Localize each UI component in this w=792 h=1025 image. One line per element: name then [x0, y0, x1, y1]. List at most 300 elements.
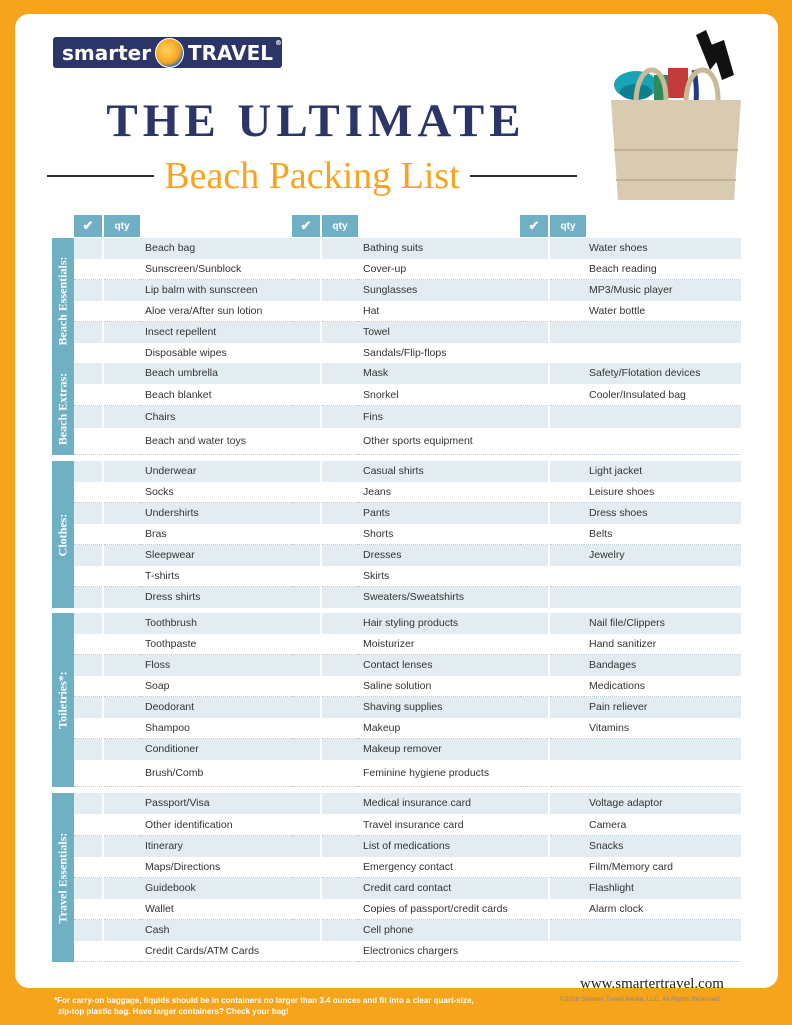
check-box[interactable]	[520, 280, 548, 301]
item-label: Shorts	[358, 524, 534, 545]
check-box[interactable]	[292, 259, 320, 280]
check-box[interactable]	[74, 322, 102, 343]
check-box[interactable]	[520, 814, 548, 836]
qty-box[interactable]	[322, 322, 358, 343]
item-label: Deodorant	[140, 697, 292, 718]
qty-box[interactable]	[104, 718, 140, 739]
item-label: Voltage adaptor	[584, 793, 741, 814]
qty-box[interactable]	[322, 363, 358, 384]
check-box[interactable]	[292, 301, 320, 322]
qty-box[interactable]	[322, 406, 358, 428]
table-row	[52, 739, 752, 760]
check-box[interactable]	[74, 760, 102, 787]
check-box[interactable]	[74, 384, 102, 406]
item-label: Beach reading	[584, 259, 741, 280]
table-row	[52, 301, 752, 322]
qty-box[interactable]	[550, 878, 586, 899]
qty-box[interactable]	[322, 941, 358, 962]
check-box[interactable]	[74, 238, 102, 259]
item-label: Flashlight	[584, 878, 741, 899]
qty-box[interactable]	[104, 301, 140, 322]
qty-box[interactable]	[104, 655, 140, 676]
item-label: Film/Memory card	[584, 857, 741, 878]
qty-box[interactable]	[104, 814, 140, 836]
table-row	[52, 461, 752, 482]
item-label: Copies of passport/credit cards	[358, 899, 534, 920]
item-label: Sweaters/Sweatshirts	[358, 587, 534, 608]
item-label: Nail file/Clippers	[584, 613, 741, 634]
check-box[interactable]	[74, 587, 102, 608]
logo-text-smarter: smarter	[62, 40, 152, 65]
check-box[interactable]	[292, 836, 320, 857]
qty-box[interactable]	[104, 676, 140, 697]
check-box[interactable]	[520, 545, 548, 566]
check-box[interactable]	[520, 524, 548, 545]
qty-box[interactable]	[322, 428, 358, 455]
check-box[interactable]	[520, 587, 548, 608]
check-box[interactable]	[292, 878, 320, 899]
check-box[interactable]	[520, 793, 548, 814]
check-box[interactable]	[74, 524, 102, 545]
qty-box[interactable]	[104, 343, 140, 364]
column-header-3	[520, 215, 586, 237]
qty-box[interactable]	[322, 634, 358, 655]
qty-box[interactable]	[104, 428, 140, 455]
qty-box[interactable]	[550, 899, 586, 920]
check-box[interactable]	[520, 406, 548, 428]
qty-box[interactable]	[104, 760, 140, 787]
check-box[interactable]	[74, 676, 102, 697]
check-box[interactable]	[74, 878, 102, 899]
qty-box[interactable]	[322, 899, 358, 920]
item-label: Cash	[140, 920, 292, 941]
check-box[interactable]	[292, 718, 320, 739]
qty-box[interactable]	[322, 238, 358, 259]
item-label: Insect repellent	[140, 322, 292, 343]
subtitle-bar	[47, 150, 577, 202]
qty-box[interactable]	[104, 461, 140, 482]
qty-box[interactable]	[322, 676, 358, 697]
qty-box[interactable]	[104, 322, 140, 343]
check-box[interactable]	[74, 655, 102, 676]
check-box[interactable]	[74, 343, 102, 364]
carry-on-footnote	[54, 995, 534, 1017]
check-box[interactable]	[292, 920, 320, 941]
table-row	[52, 920, 752, 941]
qty-box[interactable]	[550, 655, 586, 676]
check-box[interactable]	[520, 428, 548, 455]
qty-box[interactable]	[550, 941, 586, 962]
qty-box[interactable]	[322, 301, 358, 322]
check-box[interactable]	[74, 280, 102, 301]
check-box[interactable]	[74, 301, 102, 322]
check-box[interactable]	[520, 878, 548, 899]
item-label: Jeans	[358, 482, 534, 503]
check-box[interactable]	[292, 697, 320, 718]
check-box[interactable]	[74, 941, 102, 962]
item-label: Soap	[140, 676, 292, 697]
check-box[interactable]	[74, 613, 102, 634]
qty-box[interactable]	[550, 461, 586, 482]
table-row	[52, 587, 752, 608]
item-label: Wallet	[140, 899, 292, 920]
check-box[interactable]	[292, 587, 320, 608]
check-box[interactable]	[292, 857, 320, 878]
item-label: Towel	[358, 322, 534, 343]
qty-box[interactable]	[104, 238, 140, 259]
item-label: Medications	[584, 676, 741, 697]
qty-box[interactable]	[322, 878, 358, 899]
qty-box[interactable]	[550, 280, 586, 301]
column-header-2	[292, 215, 358, 237]
qty-box[interactable]	[550, 322, 586, 343]
item-label: Cover-up	[358, 259, 534, 280]
check-box[interactable]	[520, 739, 548, 760]
item-label	[584, 941, 741, 962]
check-box[interactable]	[520, 301, 548, 322]
check-box[interactable]	[520, 718, 548, 739]
item-label: Hat	[358, 301, 534, 322]
check-box[interactable]	[520, 322, 548, 343]
qty-box[interactable]	[322, 524, 358, 545]
check-box[interactable]	[292, 406, 320, 428]
qty-box[interactable]	[550, 760, 586, 787]
qty-label: qty	[322, 215, 358, 237]
check-box[interactable]	[292, 899, 320, 920]
item-label: Safety/Flotation devices	[584, 363, 741, 384]
table-row	[52, 566, 752, 587]
item-label: List of medications	[358, 836, 534, 857]
qty-box[interactable]	[550, 718, 586, 739]
qty-box[interactable]	[104, 739, 140, 760]
table-row	[52, 482, 752, 503]
table-row	[52, 941, 752, 962]
item-label: Socks	[140, 482, 292, 503]
item-label: Conditioner	[140, 739, 292, 760]
check-box[interactable]	[292, 545, 320, 566]
check-box[interactable]	[520, 384, 548, 406]
qty-box[interactable]	[104, 613, 140, 634]
qty-box[interactable]	[550, 697, 586, 718]
qty-box[interactable]	[322, 655, 358, 676]
qty-box[interactable]	[550, 676, 586, 697]
check-box[interactable]	[74, 814, 102, 836]
qty-box[interactable]	[104, 545, 140, 566]
item-label: Sunglasses	[358, 280, 534, 301]
check-box[interactable]	[74, 793, 102, 814]
check-box[interactable]	[292, 428, 320, 455]
qty-box[interactable]	[550, 363, 586, 384]
check-box[interactable]	[74, 836, 102, 857]
item-label: Makeup remover	[358, 739, 534, 760]
check-box[interactable]	[292, 676, 320, 697]
check-box[interactable]	[292, 613, 320, 634]
check-box[interactable]	[292, 566, 320, 587]
table-row	[52, 322, 752, 343]
item-label: Jewelry	[584, 545, 741, 566]
item-label: Maps/Directions	[140, 857, 292, 878]
item-label: Other identification	[140, 814, 292, 836]
table-row	[52, 899, 752, 920]
check-box[interactable]	[520, 941, 548, 962]
check-box[interactable]	[520, 343, 548, 364]
qty-box[interactable]	[550, 343, 586, 364]
qty-box[interactable]	[550, 503, 586, 524]
qty-box[interactable]	[322, 739, 358, 760]
divider-right	[470, 175, 577, 177]
item-label	[584, 566, 741, 587]
table-row	[52, 655, 752, 676]
qty-box[interactable]	[322, 566, 358, 587]
qty-box[interactable]	[550, 814, 586, 836]
item-label: Beach bag	[140, 238, 292, 259]
qty-box[interactable]	[322, 857, 358, 878]
check-box[interactable]	[292, 384, 320, 406]
check-box[interactable]	[520, 920, 548, 941]
item-label: Contact lenses	[358, 655, 534, 676]
qty-box[interactable]	[104, 836, 140, 857]
check-box[interactable]	[74, 739, 102, 760]
qty-box[interactable]	[322, 545, 358, 566]
check-box[interactable]	[520, 634, 548, 655]
check-box[interactable]	[74, 920, 102, 941]
qty-box[interactable]	[322, 697, 358, 718]
section-label: Toiletries*:	[55, 671, 70, 729]
qty-box[interactable]	[550, 857, 586, 878]
qty-box[interactable]	[322, 760, 358, 787]
check-box[interactable]	[74, 566, 102, 587]
section-label: Clothes:	[55, 513, 70, 556]
item-label	[584, 322, 741, 343]
qty-box[interactable]	[550, 428, 586, 455]
item-label: Shampoo	[140, 718, 292, 739]
qty-box[interactable]	[104, 280, 140, 301]
section-label: Beach Extras:	[55, 372, 70, 446]
check-box[interactable]	[520, 482, 548, 503]
check-box[interactable]	[292, 238, 320, 259]
qty-box[interactable]	[550, 482, 586, 503]
item-label: Floss	[140, 655, 292, 676]
item-label: Credit card contact	[358, 878, 534, 899]
check-box[interactable]	[292, 524, 320, 545]
qty-box[interactable]	[550, 613, 586, 634]
qty-box[interactable]	[550, 301, 586, 322]
qty-box[interactable]	[550, 739, 586, 760]
item-label: MP3/Music player	[584, 280, 741, 301]
item-label: Alarm clock	[584, 899, 741, 920]
check-box[interactable]	[292, 814, 320, 836]
qty-box[interactable]	[104, 878, 140, 899]
table-row	[52, 613, 752, 634]
qty-box[interactable]	[550, 259, 586, 280]
qty-box[interactable]	[550, 836, 586, 857]
check-box[interactable]	[74, 406, 102, 428]
section-beach-essentials	[52, 238, 752, 364]
check-box[interactable]	[292, 363, 320, 384]
table-row	[52, 814, 752, 836]
qty-box[interactable]	[322, 280, 358, 301]
qty-label: qty	[104, 215, 140, 237]
item-label	[584, 739, 741, 760]
check-box[interactable]	[520, 461, 548, 482]
check-box[interactable]	[74, 857, 102, 878]
item-label: Bandages	[584, 655, 741, 676]
qty-box[interactable]	[104, 566, 140, 587]
check-box[interactable]	[520, 259, 548, 280]
qty-box[interactable]	[322, 920, 358, 941]
qty-box[interactable]	[322, 384, 358, 406]
check-box[interactable]	[292, 322, 320, 343]
qty-box[interactable]	[104, 634, 140, 655]
qty-box[interactable]	[104, 503, 140, 524]
qty-box[interactable]	[550, 566, 586, 587]
item-label: Beach blanket	[140, 384, 292, 406]
check-box[interactable]	[74, 899, 102, 920]
check-box[interactable]	[520, 503, 548, 524]
check-box[interactable]	[292, 461, 320, 482]
qty-box[interactable]	[104, 384, 140, 406]
check-box[interactable]	[520, 697, 548, 718]
column-header-1	[74, 215, 140, 237]
table-row	[52, 634, 752, 655]
check-box[interactable]	[74, 718, 102, 739]
qty-box[interactable]	[104, 793, 140, 814]
qty-box[interactable]	[550, 920, 586, 941]
check-box[interactable]	[74, 259, 102, 280]
qty-box[interactable]	[104, 920, 140, 941]
check-box[interactable]	[74, 461, 102, 482]
check-box[interactable]	[520, 836, 548, 857]
qty-box[interactable]	[322, 793, 358, 814]
qty-box[interactable]	[322, 836, 358, 857]
qty-box[interactable]	[104, 363, 140, 384]
qty-box[interactable]	[550, 406, 586, 428]
section-label: Travel Essentials:	[55, 832, 70, 923]
table-row	[52, 363, 752, 384]
check-box[interactable]	[292, 941, 320, 962]
item-label: Underwear	[140, 461, 292, 482]
check-box[interactable]	[520, 238, 548, 259]
qty-box[interactable]	[322, 482, 358, 503]
qty-box[interactable]	[322, 814, 358, 836]
check-box[interactable]	[292, 482, 320, 503]
check-box[interactable]	[74, 634, 102, 655]
qty-box[interactable]	[104, 524, 140, 545]
check-box[interactable]	[292, 655, 320, 676]
check-box[interactable]	[520, 613, 548, 634]
item-label: Water bottle	[584, 301, 741, 322]
check-box[interactable]	[292, 760, 320, 787]
qty-box[interactable]	[550, 384, 586, 406]
item-label: Pain reliever	[584, 697, 741, 718]
section-toiletries	[52, 613, 752, 787]
item-label: Pants	[358, 503, 534, 524]
check-box[interactable]	[292, 503, 320, 524]
item-label: T-shirts	[140, 566, 292, 587]
qty-box[interactable]	[550, 238, 586, 259]
item-label: Hair styling products	[358, 613, 534, 634]
item-label: Aloe vera/After sun lotion	[140, 301, 292, 322]
table-row	[52, 503, 752, 524]
item-label: Other sports equipment	[358, 428, 534, 455]
item-label: Lip balm with sunscreen	[140, 280, 292, 301]
qty-box[interactable]	[322, 613, 358, 634]
qty-box[interactable]	[104, 941, 140, 962]
check-box[interactable]	[74, 545, 102, 566]
qty-box[interactable]	[322, 587, 358, 608]
qty-box[interactable]	[104, 259, 140, 280]
qty-box[interactable]	[550, 524, 586, 545]
qty-box[interactable]	[322, 259, 358, 280]
check-box[interactable]	[74, 503, 102, 524]
check-box[interactable]	[520, 899, 548, 920]
qty-box[interactable]	[322, 343, 358, 364]
check-box[interactable]	[520, 566, 548, 587]
check-box[interactable]	[520, 676, 548, 697]
item-label: Cooler/Insulated bag	[584, 384, 741, 406]
check-box[interactable]	[520, 857, 548, 878]
website-link[interactable]: www.smartertravel.com	[580, 976, 724, 992]
qty-box[interactable]	[104, 587, 140, 608]
qty-box[interactable]	[550, 545, 586, 566]
item-label	[584, 760, 741, 787]
item-label: Guidebook	[140, 878, 292, 899]
qty-box[interactable]	[322, 461, 358, 482]
item-label: Passport/Visa	[140, 793, 292, 814]
item-label: Hand sanitizer	[584, 634, 741, 655]
check-box[interactable]	[520, 363, 548, 384]
item-label: Feminine hygiene products	[358, 760, 534, 787]
check-box[interactable]	[520, 760, 548, 787]
qty-box[interactable]	[104, 406, 140, 428]
page-title: THE ULTIMATE	[106, 95, 526, 147]
qty-box[interactable]	[550, 587, 586, 608]
item-label	[584, 343, 741, 364]
qty-box[interactable]	[550, 634, 586, 655]
check-box[interactable]	[292, 634, 320, 655]
qty-box[interactable]	[104, 899, 140, 920]
item-label	[584, 587, 741, 608]
check-box[interactable]	[74, 482, 102, 503]
page-subtitle: Beach Packing List	[164, 155, 460, 197]
item-label: Sandals/Flip-flops	[358, 343, 534, 364]
check-box[interactable]	[292, 793, 320, 814]
qty-box[interactable]	[550, 793, 586, 814]
section-travel-essentials	[52, 793, 752, 962]
checkmark-icon: ✔	[520, 215, 548, 237]
qty-box[interactable]	[322, 503, 358, 524]
item-label	[584, 920, 741, 941]
check-box[interactable]	[520, 655, 548, 676]
check-box[interactable]	[74, 428, 102, 455]
table-row	[52, 676, 752, 697]
qty-box[interactable]	[104, 697, 140, 718]
item-label: Dress shoes	[584, 503, 741, 524]
check-box[interactable]	[74, 697, 102, 718]
check-box[interactable]	[292, 343, 320, 364]
smartertravel-logo[interactable]	[53, 37, 282, 68]
qty-box[interactable]	[104, 482, 140, 503]
check-box[interactable]	[74, 363, 102, 384]
qty-box[interactable]	[322, 718, 358, 739]
item-label: Leisure shoes	[584, 482, 741, 503]
item-label: Water shoes	[584, 238, 741, 259]
qty-box[interactable]	[104, 857, 140, 878]
check-box[interactable]	[292, 280, 320, 301]
item-label: Disposable wipes	[140, 343, 292, 364]
item-label: Snorkel	[358, 384, 534, 406]
check-box[interactable]	[292, 739, 320, 760]
